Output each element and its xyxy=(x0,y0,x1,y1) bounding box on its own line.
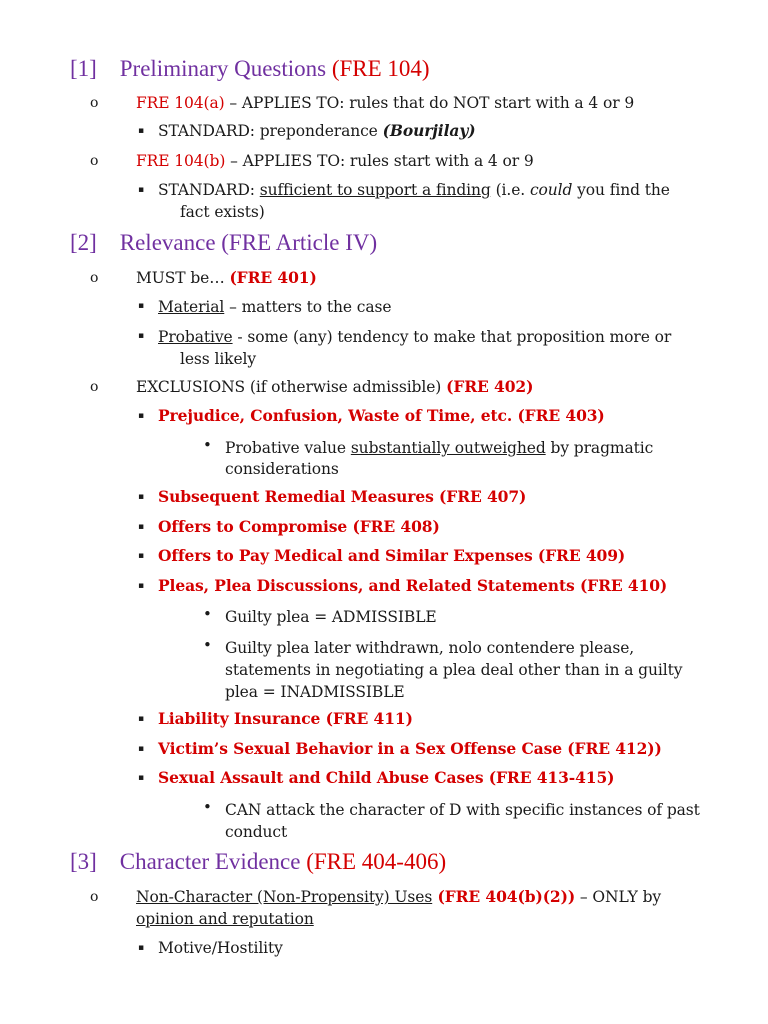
exclusion-item: Liability Insurance (FRE 411) xyxy=(158,709,413,728)
exclusion-item: Victim’s Sexual Behavior in a Sex Offense Case (FRE 412)) xyxy=(158,739,662,758)
list-item: STANDARD: preponderance (Bourjilay) xyxy=(158,121,476,140)
list-item: Material – matters to the case xyxy=(158,298,392,316)
bullet-o: o xyxy=(90,153,99,169)
list-item: Probative - some (any) tendency to make that proposition more or xyxy=(158,328,672,346)
bullet-square: ▪ xyxy=(138,522,145,532)
bullet-dot: • xyxy=(203,605,212,623)
bullet-dot: • xyxy=(203,436,212,454)
list-item: Guilty plea = ADMISSIBLE xyxy=(225,608,437,626)
bullet-square: ▪ xyxy=(138,492,145,502)
list-item-continuation: conduct xyxy=(225,823,288,841)
list-item: Motive/Hostility xyxy=(158,939,283,957)
bullet-dot: • xyxy=(203,636,212,654)
bullet-square: ▪ xyxy=(138,773,145,783)
list-item: Non-Character (Non-Propensity) Uses (FRE 404(b)(2)) – ONLY by xyxy=(136,887,662,906)
section-heading-2: [2] Relevance (FRE Article IV) xyxy=(70,230,378,255)
bullet-square: ▪ xyxy=(138,126,145,136)
list-item: Probative value substantially outweighed by pragmatic xyxy=(225,439,654,457)
bullet-square: ▪ xyxy=(138,331,145,341)
exclusion-item: Sexual Assault and Child Abuse Cases (FRE 413-415) xyxy=(158,768,615,787)
bullet-square: ▪ xyxy=(138,581,145,591)
list-item: FRE 104(a) – APPLIES TO: rules that do NOT start with a 4 or 9 xyxy=(136,94,635,112)
bullet-square: ▪ xyxy=(138,301,145,311)
list-item-continuation: statements in negotiating a plea deal other than in a guilty xyxy=(225,661,683,679)
list-item-continuation: plea = INADMISSIBLE xyxy=(225,683,405,701)
bullet-square: ▪ xyxy=(138,714,145,724)
list-item: Guilty plea later withdrawn, nolo contendere please, xyxy=(225,639,635,657)
exclusion-item: Pleas, Plea Discussions, and Related Statements (FRE 410) xyxy=(158,576,668,595)
list-item: EXCLUSIONS (if otherwise admissible) (FRE 402) xyxy=(136,377,534,396)
bullet-o: o xyxy=(90,889,99,905)
bullet-o: o xyxy=(90,379,99,395)
bullet-square: ▪ xyxy=(138,411,145,421)
list-item-continuation: less likely xyxy=(180,350,257,368)
bullet-square: ▪ xyxy=(138,185,145,195)
section-heading-3: [3] Character Evidence (FRE 404-406) xyxy=(70,849,447,874)
bullet-square: ▪ xyxy=(138,551,145,561)
list-item-continuation: fact exists) xyxy=(180,203,265,221)
list-item-continuation: considerations xyxy=(225,460,339,478)
list-item-continuation: opinion and reputation xyxy=(136,910,314,928)
exclusion-item: Offers to Pay Medical and Similar Expenses (FRE 409) xyxy=(158,546,626,565)
exclusion-item: Prejudice, Confusion, Waste of Time, etc. (FRE 403) xyxy=(158,406,605,425)
bullet-o: o xyxy=(90,270,99,286)
exclusion-item: Offers to Compromise (FRE 408) xyxy=(158,517,440,536)
list-item: CAN attack the character of D with specific instances of past xyxy=(225,801,700,819)
bullet-square: ▪ xyxy=(138,744,145,754)
exclusion-item: Subsequent Remedial Measures (FRE 407) xyxy=(158,487,527,506)
list-item: FRE 104(b) – APPLIES TO: rules start with a 4 or 9 xyxy=(136,152,534,170)
bullet-dot: • xyxy=(203,798,212,816)
list-item: STANDARD: sufficient to support a finding (i.e. could you find the xyxy=(158,181,670,199)
list-item: MUST be… (FRE 401) xyxy=(136,268,317,287)
bullet-square: ▪ xyxy=(138,943,145,953)
bullet-o: o xyxy=(90,95,99,111)
section-heading-1: [1] Preliminary Questions (FRE 104) xyxy=(70,56,430,81)
